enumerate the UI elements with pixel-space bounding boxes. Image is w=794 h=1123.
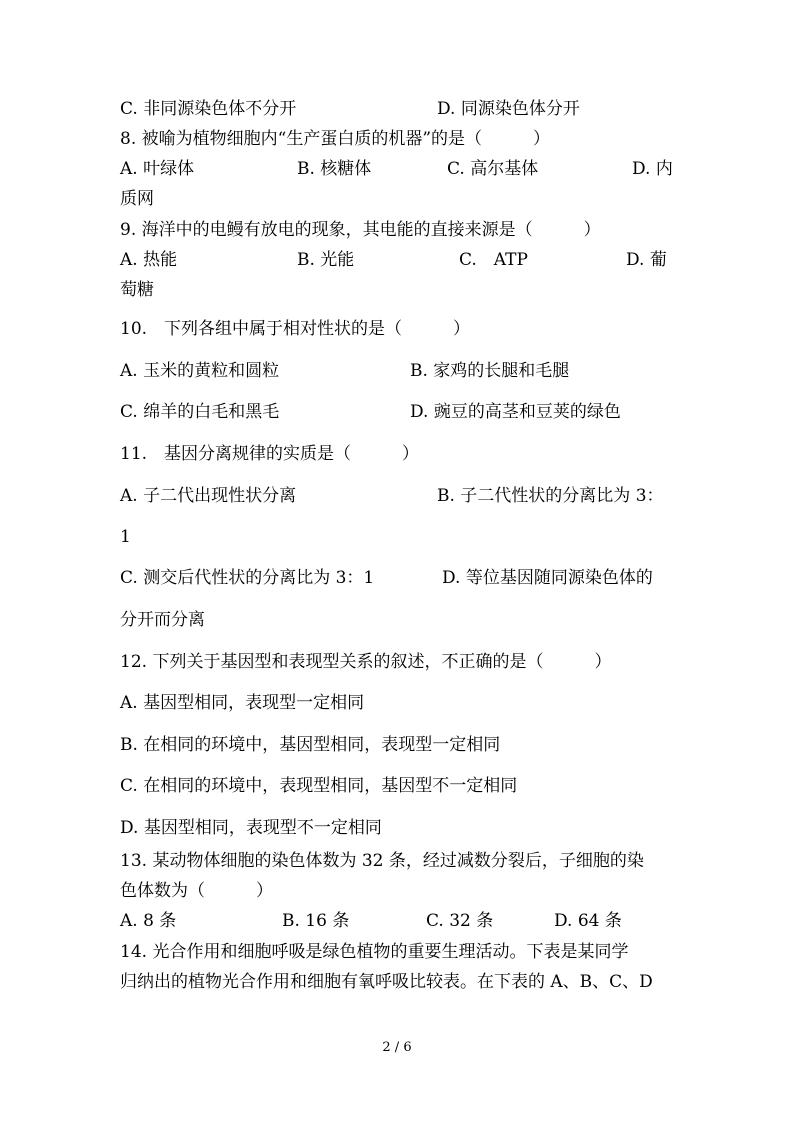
question-8: 8. 被喻为植物细胞内“生产蛋白质的机器”的是（ ） [120, 129, 551, 149]
q9-option-b: B. 光能 [297, 250, 355, 270]
q9-option-a: A. 热能 [120, 250, 178, 270]
question-13-continuation: 色体数为（ ） [120, 881, 273, 901]
q10-option-a: A. 玉米的黄粒和圆粒 [120, 361, 280, 381]
q13-option-c: C. 32 条 [426, 911, 494, 931]
q10-option-b: B. 家鸡的长腿和毛腿 [410, 361, 570, 381]
q11-option-b: B. 子二代性状的分离比为 3： [437, 486, 664, 506]
q12-option-a: A. 基因型相同，表现型一定相同 [120, 693, 365, 713]
q8-option-b: B. 核糖体 [297, 159, 372, 179]
q8-option-a: A. 叶绿体 [120, 159, 195, 179]
question-11: 11. 基因分离规律的实质是（ ） [120, 444, 420, 464]
q13-option-b: B. 16 条 [282, 911, 350, 931]
q9-option-c: C. ATP [459, 250, 528, 270]
q8-option-d: D. 内 [632, 159, 673, 179]
q9-option-d-continuation: 萄糖 [120, 280, 154, 300]
q8-option-c: C. 高尔基体 [447, 159, 539, 179]
question-9: 9. 海洋中的电鳗有放电的现象，其电能的直接来源是（ ） [120, 220, 601, 240]
question-14-continuation: 归纳出的植物光合作用和细胞有氧呼吸比较表。在下表的 A、B、C、D [120, 972, 653, 992]
q12-option-d: D. 基因型相同，表现型不一定相同 [120, 818, 382, 838]
page-number: 2 / 6 [382, 1040, 412, 1055]
q9-option-d: D. 葡 [626, 250, 667, 270]
q11-option-b-continuation: 1 [120, 527, 131, 547]
q10-option-c: C. 绵羊的白毛和黑毛 [120, 402, 280, 422]
q10-option-d: D. 豌豆的高茎和豆荚的绿色 [410, 402, 621, 422]
q12-option-b: B. 在相同的环境中，基因型相同，表现型一定相同 [120, 735, 501, 755]
q12-option-c: C. 在相同的环境中，表现型相同，基因型不一定相同 [120, 776, 518, 796]
q13-option-d: D. 64 条 [554, 911, 622, 931]
question-14: 14. 光合作用和细胞呼吸是绿色植物的重要生理活动。下表是某同学 [120, 942, 629, 962]
question-12: 12. 下列关于基因型和表现型关系的叙述，不正确的是（ ） [120, 652, 612, 672]
question-13: 13. 某动物体细胞的染色体数为 32 条，经过减数分裂后，子细胞的染 [120, 851, 644, 871]
q11-option-d-continuation: 分开而分离 [120, 610, 205, 630]
q11-option-a: A. 子二代出现性状分离 [120, 486, 297, 506]
q11-option-c: C. 测交后代性状的分离比为 3：1 [120, 568, 375, 588]
q7-option-d: D. 同源染色体分开 [437, 99, 580, 119]
q13-option-a: A. 8 条 [120, 911, 177, 931]
q8-option-d-continuation: 质网 [120, 189, 154, 209]
q11-option-d: D. 等位基因随同源染色体的 [442, 568, 653, 588]
question-10: 10. 下列各组中属于相对性状的是（ ） [120, 319, 471, 339]
q7-option-c: C. 非同源染色体不分开 [120, 99, 297, 119]
